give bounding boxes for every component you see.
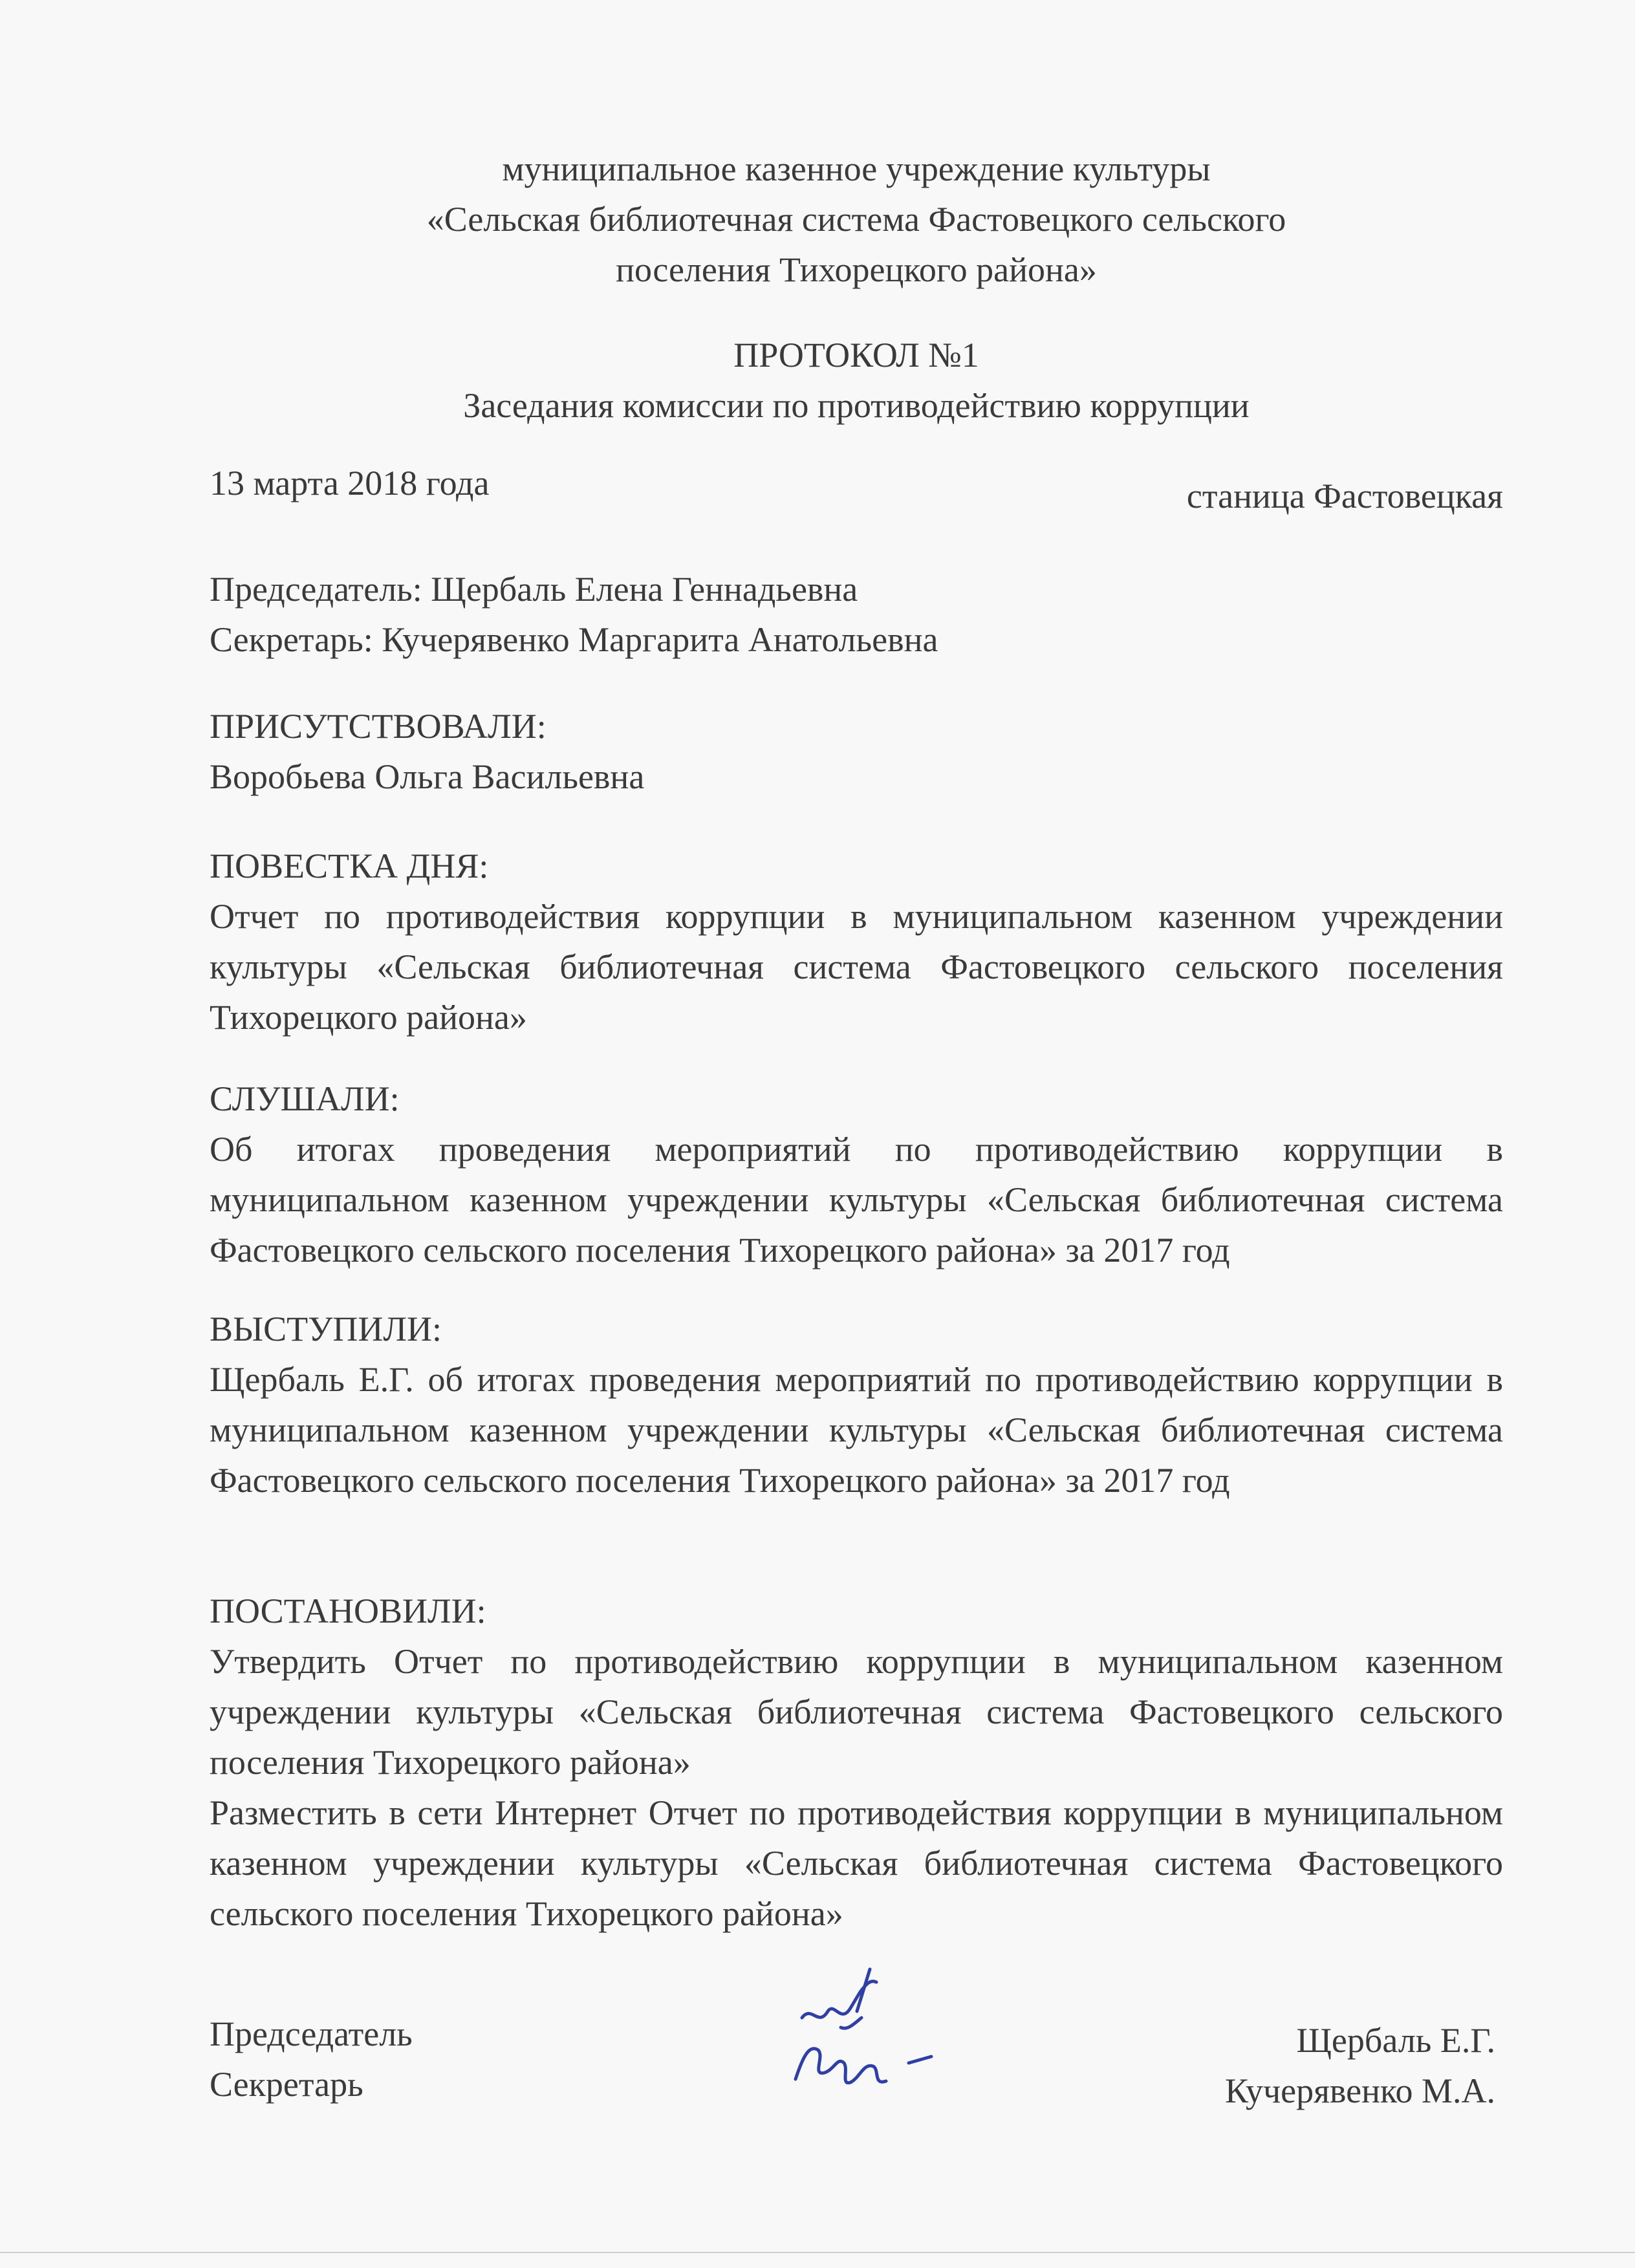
present-heading: ПРИСУТСТВОВАЛИ: (210, 707, 547, 746)
spoke-heading: ВЫСТУПИЛИ: (210, 1310, 442, 1348)
header-line-2: «Сельская библиотечная система Фастовецкого сельского (426, 200, 1286, 239)
present-section (210, 701, 1503, 802)
officials (210, 564, 1503, 665)
signature-roles (210, 2009, 413, 2110)
secretary-name: Кучерявенко М.А. (1225, 2071, 1495, 2110)
organization-header (210, 144, 1503, 295)
secretary-line: Секретарь: Кучерявенко Маргарита Анатольевна (210, 620, 938, 659)
agenda-heading: ПОВЕСТКА ДНЯ: (210, 847, 489, 885)
meeting-place: станица Фастовецкая (1186, 477, 1503, 515)
spoke-section (210, 1304, 1503, 1506)
resolved-heading: ПОСТАНОВИЛИ: (210, 1592, 486, 1630)
chair-role: Председатель (210, 2014, 413, 2053)
heard-section (210, 1074, 1503, 1275)
resolved-section (210, 1586, 1503, 1939)
chair-line: Председатель: Щербаль Елена Геннадьевна (210, 570, 858, 609)
meeting-date: 13 марта 2018 года (210, 464, 490, 502)
present-text: Воробьева Ольга Васильевна (210, 757, 645, 796)
secretary-role: Секретарь (210, 2065, 363, 2104)
secretary-signature (796, 2049, 931, 2083)
header-line-3: поселения Тихорецкого района» (616, 250, 1097, 289)
agenda-text: Отчет по противодействия коррупции в муниципальном казенном учреждении культуры «Сельская библиотечная система Фастовецкого сельского поселения Тихорецкого района» (210, 897, 1503, 1037)
header-line-1: муниципальное казенное учреждение культуры (502, 149, 1211, 188)
protocol-subtitle: Заседания комиссии по противодействию коррупции (463, 386, 1250, 425)
heard-text: Об итогах проведения мероприятий по противодействию коррупции в муниципальном казенном учреждении культуры «Сельская библиотечная система Фастовецкого сельского поселения Тихорецкого района» за 2017 год (210, 1130, 1503, 1269)
resolved-item-1: Утвердить Отчет по противодействию коррупции в муниципальном казенном учреждении культуры «Сельская библиотечная система Фастовецкого сельского поселения Тихорецкого района» (210, 1642, 1503, 1782)
handwritten-signatures (789, 1966, 957, 2095)
signature-names (1225, 2015, 1495, 2116)
agenda-section (210, 841, 1503, 1042)
scan-edge-line (0, 2252, 1635, 2253)
chair-name: Щербаль Е.Г. (1296, 2021, 1495, 2060)
protocol-number: ПРОТОКОЛ №1 (733, 336, 979, 374)
spoke-text: Щербаль Е.Г. об итогах проведения мероприятий по противодействию коррупции в муниципальном казенном учреждении культуры «Сельская библиотечная система Фастовецкого сельского поселения Тихорецкого района» за 2017 год (210, 1360, 1503, 1500)
document-title (210, 330, 1503, 431)
heard-heading: СЛУШАЛИ: (210, 1079, 400, 1118)
chair-signature (802, 1969, 876, 2028)
resolved-item-2: Разместить в сети Интернет Отчет по противодействия коррупции в муниципальном казенном учреждении культуры «Сельская библиотечная система Фастовецкого сельского поселения Тихорецкого района» (210, 1793, 1503, 1933)
